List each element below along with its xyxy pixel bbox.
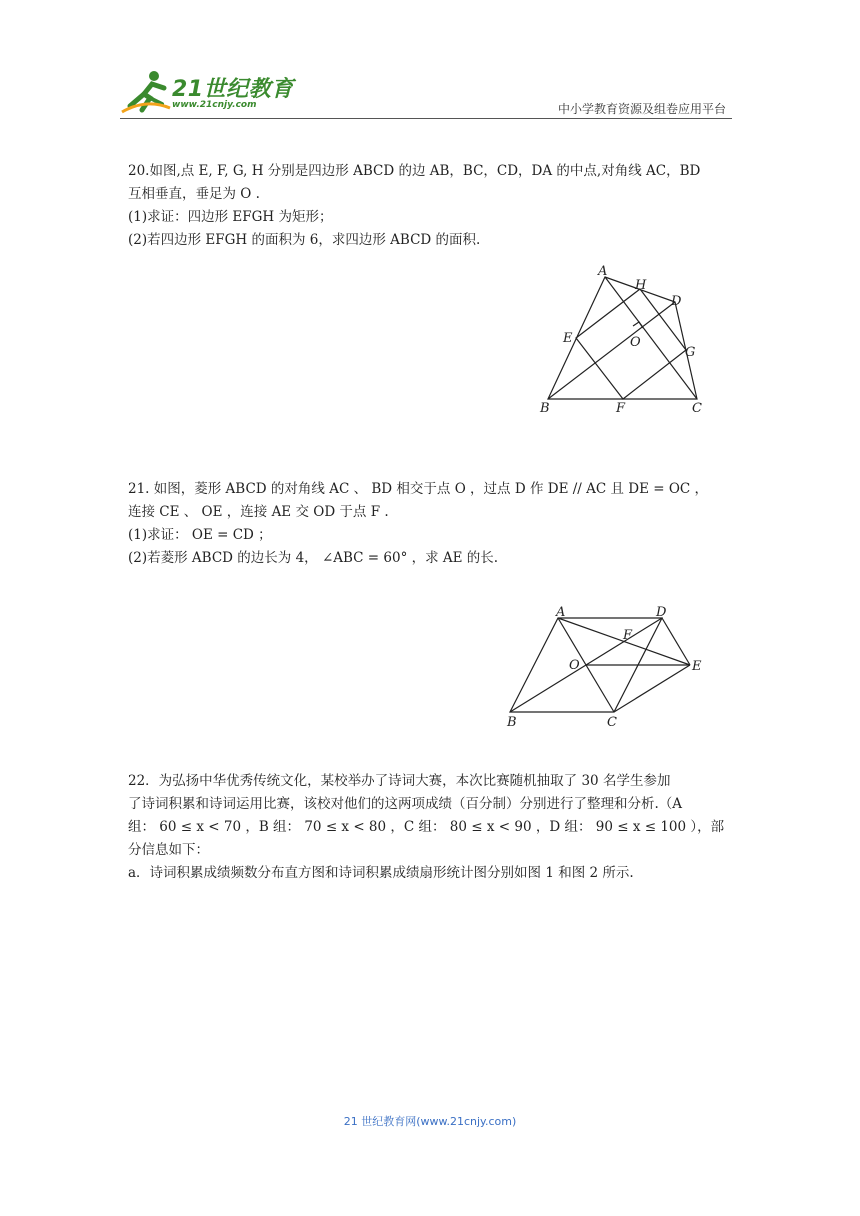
label-f: F: [616, 401, 626, 416]
q22-line4: a．诗词积累成绩频数分布直方图和诗词积累成绩扇形统计图分别如图 1 和图 2 所示.: [128, 865, 634, 881]
runner-logo-icon: [120, 68, 172, 114]
label-f: F: [623, 628, 633, 643]
q20-line3: (1)求证：四边形 EFGH 为矩形；: [128, 209, 333, 225]
figure-21: [500, 598, 710, 737]
question-22: [128, 770, 730, 885]
question-21: [128, 478, 730, 570]
logo-text: 21世纪教育: [172, 77, 294, 102]
label-h: H: [635, 278, 647, 293]
label-d: D: [656, 605, 667, 620]
label-b: B: [507, 715, 517, 730]
q21-line4: (2)若菱形 ABCD 的边长为 4， ∠ABC = 60° ，求 AE 的长.: [128, 550, 499, 566]
question-20: [128, 160, 730, 252]
label-e: E: [692, 659, 702, 674]
label-g: G: [685, 345, 696, 360]
header-divider: [120, 118, 732, 119]
label-o: O: [569, 658, 580, 673]
logo: [120, 68, 300, 116]
label-d: D: [671, 294, 682, 309]
label-a: A: [556, 605, 566, 620]
platform-name: 中小学教育资源及组卷应用平台: [557, 102, 726, 116]
label-a: A: [598, 264, 608, 279]
rhombus-diagram: [500, 598, 710, 733]
q20-line2: 互相垂直，垂足为 O .: [128, 186, 260, 202]
q22-line2: 了诗词积累和诗词运用比赛，该校对他们的这两项成绩（百分制）分别进行了整理和分析.（A: [128, 796, 683, 812]
q20-line1: 20.如图,点 E, F, G, H 分别是四边形 ABCD 的边 AB，BC，CD，DA 的中点,对角线 AC，BD: [128, 163, 701, 179]
logo-url: www.21cnjy.com: [172, 100, 257, 110]
label-b: B: [540, 401, 550, 416]
q21-line3: (1)求证： OE = CD ；: [128, 527, 272, 543]
segment-de: [662, 618, 690, 665]
quadrilateral-diagram: [535, 262, 715, 422]
q22-line1: 22．为弘扬中华优秀传统文化，某校举办了诗词大赛，本次比赛随机抽取了 30 名学生参加: [128, 773, 671, 789]
q22-line3: 组： 60 ≤ x < 70 ，B 组： 70 ≤ x < 80 ，C 组： 80 ≤ x < 90 ，D 组： 90 ≤ x ≤ 100 ），部分信息如下：: [128, 819, 725, 858]
q21-line2: 连接 CE 、 OE ，连接 AE 交 OD 于点 F .: [128, 504, 389, 520]
page-footer: 21 世纪教育网(www.21cnjy.com): [343, 1115, 517, 1128]
figure-20: [535, 262, 715, 426]
q20-line4: (2)若四边形 EFGH 的面积为 6，求四边形 ABCD 的面积.: [128, 232, 481, 248]
page-header: [120, 62, 732, 118]
label-o: O: [630, 335, 641, 350]
label-c: C: [607, 715, 617, 730]
label-e: E: [563, 331, 573, 346]
q21-line1: 21. 如图，菱形 ABCD 的对角线 AC 、 BD 相交于点 O ，过点 D 作 DE // AC 且 DE = OC ，: [128, 481, 709, 497]
label-c: C: [692, 401, 702, 416]
